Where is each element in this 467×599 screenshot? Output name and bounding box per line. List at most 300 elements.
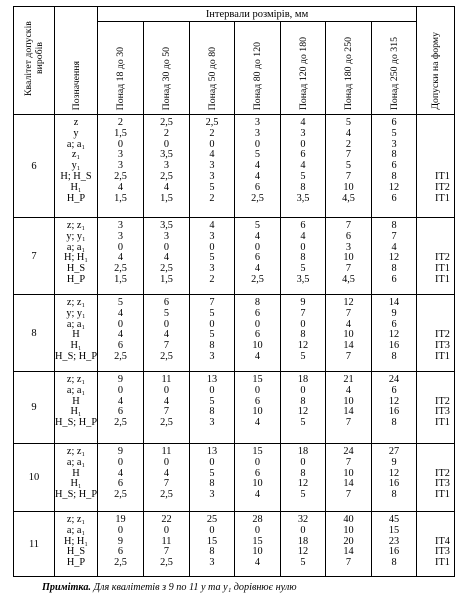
value-cell (98, 444, 144, 512)
value: 12 (297, 340, 309, 352)
value-cell (372, 295, 417, 372)
value: 6 (163, 297, 170, 308)
designation-symbol: H_S; H_P (55, 489, 98, 501)
value: 0 (300, 138, 306, 150)
value: 0 (163, 456, 170, 468)
value: 4 (117, 181, 124, 193)
value: 3 (117, 149, 124, 161)
value: 3 (209, 160, 215, 172)
value: 5 (254, 149, 261, 161)
value: 24 (388, 374, 400, 385)
value: 4 (209, 220, 215, 231)
value: 8 (209, 546, 215, 558)
value: 6 (117, 340, 124, 352)
value-cell (326, 444, 372, 512)
value: 7 (345, 489, 352, 501)
value: 22 (161, 514, 172, 525)
form-tolerance-value (435, 232, 454, 243)
value: 8 (391, 557, 397, 569)
value: 7 (163, 546, 170, 558)
value: 2,5 (160, 263, 173, 275)
value: 9 (117, 535, 124, 547)
value-cell (98, 218, 144, 295)
value: 8 (300, 329, 306, 341)
value: 0 (209, 241, 215, 253)
value: 0 (117, 524, 124, 536)
value: 23 (388, 535, 400, 547)
value: 2,5 (205, 117, 219, 128)
designation-cell (55, 295, 98, 372)
designation-symbol: H_S (66, 546, 86, 558)
value-cell (281, 218, 326, 295)
value: 3 (163, 160, 170, 172)
value: 0 (117, 138, 124, 150)
value-cell (372, 512, 417, 577)
designation-symbol: H₁ (70, 181, 82, 193)
form-tolerance-value: IT1 (435, 273, 450, 285)
value-cell (281, 372, 326, 444)
value-cell (235, 295, 281, 372)
value: 4 (345, 384, 352, 396)
value-cell (372, 115, 417, 218)
designation-symbol: z (73, 117, 79, 128)
form-tolerance-value: IT3 (435, 546, 450, 558)
value: 5 (209, 329, 215, 341)
value: 5 (163, 307, 170, 319)
value: 0 (209, 138, 215, 150)
value: 6 (254, 467, 261, 479)
designation-cell (55, 372, 98, 444)
value: 3 (254, 117, 261, 128)
value-cell (144, 115, 190, 218)
form-tolerance-value: IT1 (435, 417, 450, 429)
value: 8 (209, 478, 215, 490)
table-note (42, 582, 297, 593)
value: 0 (254, 318, 261, 330)
quality-cell: 9 (14, 372, 55, 444)
interval-header: Понад 180 до 250 (326, 22, 372, 115)
value: 8 (391, 489, 397, 501)
value: 3,5 (160, 149, 173, 161)
value: 3 (254, 127, 261, 139)
form-tolerance-cell (417, 372, 455, 444)
designation-symbol: H_P (66, 557, 86, 569)
form-tolerance-value (435, 150, 454, 161)
designation-symbol: z; z₁ (66, 446, 86, 457)
value: 6 (391, 192, 397, 204)
value: 13 (206, 446, 218, 457)
form-tolerance-cell (417, 115, 455, 218)
value: 14 (343, 546, 354, 558)
form-tolerance-value (435, 298, 454, 309)
value: 4 (209, 149, 215, 161)
value: 5 (300, 263, 306, 275)
form-tolerance-value: IT3 (435, 478, 450, 490)
value: 3 (117, 160, 124, 172)
value: 10 (343, 252, 354, 264)
value: 5 (345, 117, 352, 128)
value: 9 (117, 374, 124, 385)
designation-symbol: z; z₁ (66, 220, 86, 231)
quality-group-row (14, 115, 455, 218)
value-cell (190, 295, 235, 372)
designation-symbol: H; H₁ (64, 535, 88, 547)
value: 7 (163, 406, 170, 418)
value: 6 (391, 117, 397, 128)
value: 4 (117, 395, 124, 407)
value: 20 (343, 535, 354, 547)
designation-symbol: H (72, 395, 80, 407)
designation-cell (55, 512, 98, 577)
form-tolerance-value (435, 309, 454, 320)
value: 7 (163, 478, 170, 490)
value: 12 (297, 478, 309, 490)
designation-symbol: a; a₁ (66, 318, 86, 330)
value: 3,5 (160, 220, 173, 231)
designation-cell (55, 115, 98, 218)
quality-header: Квалітет допусків виробів (14, 7, 55, 115)
value-cell (281, 512, 326, 577)
form-tolerance-value (435, 221, 454, 232)
quality-group-row (14, 218, 455, 295)
value: 15 (252, 535, 263, 547)
value: 6 (391, 273, 397, 285)
value-cell (144, 372, 190, 444)
interval-header: Понад 80 до 120 (235, 22, 281, 115)
value: 16 (388, 478, 400, 490)
value: 7 (345, 220, 352, 231)
value: 0 (300, 456, 306, 468)
value: 2,5 (160, 170, 173, 182)
form-tolerance-value: IT2 (435, 467, 450, 479)
value: 6 (391, 318, 397, 330)
value: 8 (391, 263, 397, 275)
value: 16 (388, 546, 400, 558)
value: 0 (163, 524, 170, 536)
designation-symbol: y; y₁ (66, 307, 86, 319)
value: 4 (300, 160, 306, 172)
value: 7 (345, 350, 352, 362)
value: 3 (163, 230, 170, 242)
value: 8 (300, 395, 306, 407)
value-cell (235, 444, 281, 512)
value: 4 (117, 467, 124, 479)
value: 0 (117, 456, 124, 468)
value-cell (98, 372, 144, 444)
value: 4 (254, 350, 261, 362)
quality-cell: 6 (14, 115, 55, 218)
value-cell (326, 512, 372, 577)
form-tolerance-value (435, 526, 454, 537)
value: 6 (254, 329, 261, 341)
value: 9 (117, 446, 124, 457)
value: 2 (117, 117, 124, 128)
value-cell (326, 115, 372, 218)
value: 8 (300, 252, 306, 264)
value: 0 (163, 241, 170, 253)
form-tolerance-value: IT2 (435, 395, 450, 407)
value: 5 (117, 297, 124, 308)
value: 4 (117, 329, 124, 341)
value-cell (326, 372, 372, 444)
value: 9 (391, 456, 397, 468)
value: 7 (209, 297, 215, 308)
form-tolerance-cell (417, 512, 455, 577)
value: 0 (254, 241, 261, 253)
value: 18 (297, 446, 309, 457)
value: 3 (391, 138, 397, 150)
value-cell (144, 295, 190, 372)
value: 4 (254, 230, 261, 242)
value: 3 (300, 127, 306, 139)
value: 15 (206, 535, 218, 547)
value-cell (326, 295, 372, 372)
value: 0 (117, 384, 124, 396)
value: 4 (117, 307, 124, 319)
form-tolerance-value: IT1 (435, 170, 450, 182)
value: 10 (343, 181, 354, 193)
form-tolerance-cell (417, 444, 455, 512)
value-cell (98, 512, 144, 577)
value: 4 (254, 170, 261, 182)
quality-cell: 8 (14, 295, 55, 372)
value: 6 (345, 230, 352, 242)
value: 2,5 (114, 170, 127, 182)
form-tolerance-value: IT2 (435, 329, 450, 341)
value: 11 (161, 535, 172, 547)
value: 8 (300, 181, 306, 193)
value: 10 (252, 406, 263, 418)
designation-symbol: H (72, 329, 80, 341)
value: 21 (343, 374, 354, 385)
value: 5 (254, 220, 261, 231)
value: 11 (161, 446, 172, 457)
value: 0 (254, 456, 261, 468)
value: 0 (117, 318, 124, 330)
value: 45 (388, 514, 400, 525)
value: 3 (209, 417, 215, 429)
value: 9 (300, 297, 306, 308)
value: 14 (343, 340, 354, 352)
value: 7 (345, 456, 352, 468)
form-tolerance-value: IT1 (435, 263, 450, 275)
value: 0 (209, 318, 215, 330)
form-tolerance-value (435, 386, 454, 397)
value: 1,5 (160, 273, 173, 285)
value: 16 (388, 406, 400, 418)
value-cell (98, 115, 144, 218)
value: 4 (254, 160, 261, 172)
value-cell (144, 444, 190, 512)
value: 0 (163, 138, 170, 150)
value-cell (190, 444, 235, 512)
value: 8 (391, 170, 397, 182)
value: 4 (163, 467, 170, 479)
designation-symbol: H₁ (70, 478, 82, 490)
value: 18 (297, 535, 309, 547)
designation-symbol: H_S (66, 263, 86, 275)
value: 6 (254, 181, 261, 193)
value: 2 (209, 273, 215, 285)
designation-symbol: H₁ (70, 406, 82, 418)
value: 6 (117, 478, 124, 490)
value: 12 (388, 467, 400, 479)
value: 32 (297, 514, 309, 525)
value: 1,5 (114, 127, 127, 139)
designation-symbol: H; H₁ (64, 252, 88, 264)
value: 0 (300, 524, 306, 536)
value-cell (190, 512, 235, 577)
value: 12 (388, 181, 400, 193)
value: 0 (300, 241, 306, 253)
value: 8 (254, 297, 261, 308)
value: 5 (209, 181, 215, 193)
value: 2,5 (160, 350, 173, 362)
table-body (14, 115, 455, 577)
value: 10 (343, 524, 354, 536)
value: 4 (254, 557, 261, 569)
designation-symbol: H₁ (70, 340, 82, 352)
value-cell (235, 115, 281, 218)
value-cell (190, 115, 235, 218)
interval-header: Понад 18 до 30 (98, 22, 144, 115)
value: 2,5 (160, 557, 173, 569)
value: 9 (391, 307, 397, 319)
quality-group-row (14, 372, 455, 444)
value: 5 (300, 489, 306, 501)
value: 4 (345, 318, 352, 330)
form-tolerance-value: IT2 (435, 181, 450, 193)
quality-group-row (14, 295, 455, 372)
value: 6 (391, 384, 397, 396)
value: 10 (252, 478, 263, 490)
form-tolerance-value (435, 118, 454, 129)
value: 4 (345, 127, 352, 139)
tolerance-table (13, 6, 455, 577)
value: 2 (163, 127, 170, 139)
quality-cell: 7 (14, 218, 55, 295)
value: 5 (345, 160, 352, 172)
value: 10 (252, 546, 263, 558)
value: 6 (391, 160, 397, 172)
value: 3 (209, 230, 215, 242)
interval-header: Понад 250 до 315 (372, 22, 417, 115)
value: 3 (209, 489, 215, 501)
value: 24 (343, 446, 354, 457)
value: 40 (343, 514, 354, 525)
value: 4 (163, 181, 170, 193)
interval-header: Понад 50 до 80 (190, 22, 235, 115)
value: 5 (209, 252, 215, 264)
value: 1,5 (160, 192, 173, 204)
value: 8 (391, 417, 397, 429)
value: 0 (254, 384, 261, 396)
value: 5 (300, 417, 306, 429)
form-tolerance-value (435, 447, 454, 458)
value-cell (281, 295, 326, 372)
value: 8 (391, 220, 397, 231)
value: 1,5 (114, 273, 127, 285)
value: 6 (254, 395, 261, 407)
value: 3 (117, 230, 124, 242)
value: 2,5 (160, 417, 173, 429)
value: 6 (300, 220, 306, 231)
value: 7 (391, 230, 397, 242)
value: 19 (115, 514, 126, 525)
value: 10 (343, 467, 354, 479)
value: 5 (391, 127, 397, 139)
value: 5 (300, 350, 306, 362)
value: 2,5 (114, 417, 127, 429)
form-tolerance-value: IT4 (435, 535, 450, 547)
value: 4 (254, 263, 261, 275)
value: 10 (252, 340, 263, 352)
value: 0 (163, 318, 170, 330)
value: 4,5 (342, 273, 355, 285)
value: 5 (300, 170, 306, 182)
value: 10 (343, 329, 354, 341)
designation-symbol: y₁ (71, 160, 81, 172)
value: 4 (163, 395, 170, 407)
value: 0 (300, 384, 306, 396)
form-tolerance-value: IT1 (435, 350, 450, 362)
designation-symbol: z₁ (71, 149, 81, 161)
value: 4 (391, 241, 397, 253)
form-tolerance-value: IT3 (435, 406, 450, 418)
value: 2 (209, 127, 215, 139)
designation-symbol: z; z₁ (66, 374, 86, 385)
note-label: Примітка. (42, 582, 91, 593)
value: 6 (117, 406, 124, 418)
quality-cell: 10 (14, 444, 55, 512)
designation-symbol: z; z₁ (66, 514, 86, 525)
value: 4 (254, 489, 261, 501)
value: 14 (388, 297, 400, 308)
interval-header: Понад 120 до 180 (281, 22, 326, 115)
form-tolerance-value: IT1 (435, 557, 450, 569)
designation-symbol: H_S; H_P (55, 350, 98, 362)
value-cell (372, 218, 417, 295)
value: 7 (345, 307, 352, 319)
value-cell (235, 218, 281, 295)
value: 3,5 (296, 192, 310, 204)
value: 7 (345, 263, 352, 275)
value-cell (235, 372, 281, 444)
value-cell (372, 372, 417, 444)
value: 0 (254, 524, 261, 536)
value: 2,5 (160, 117, 173, 128)
value: 4 (254, 417, 261, 429)
interval-header: Понад 30 до 50 (144, 22, 190, 115)
designation-symbol: a; a₁ (66, 241, 86, 253)
value: 27 (388, 446, 400, 457)
value-cell (144, 512, 190, 577)
value: 0 (209, 456, 215, 468)
value: 5 (209, 395, 215, 407)
designation-symbol: H_P (66, 273, 86, 285)
value: 2,5 (114, 489, 127, 501)
value: 3 (209, 263, 215, 275)
value: 12 (388, 329, 400, 341)
value: 2,5 (251, 273, 264, 285)
value: 6 (254, 252, 261, 264)
value: 8 (391, 350, 397, 362)
designation-symbol: H; H_S (60, 170, 92, 182)
value-cell (281, 444, 326, 512)
form-tolerance-value (435, 129, 454, 140)
form-tolerance-value (435, 140, 454, 151)
value: 16 (388, 340, 400, 352)
